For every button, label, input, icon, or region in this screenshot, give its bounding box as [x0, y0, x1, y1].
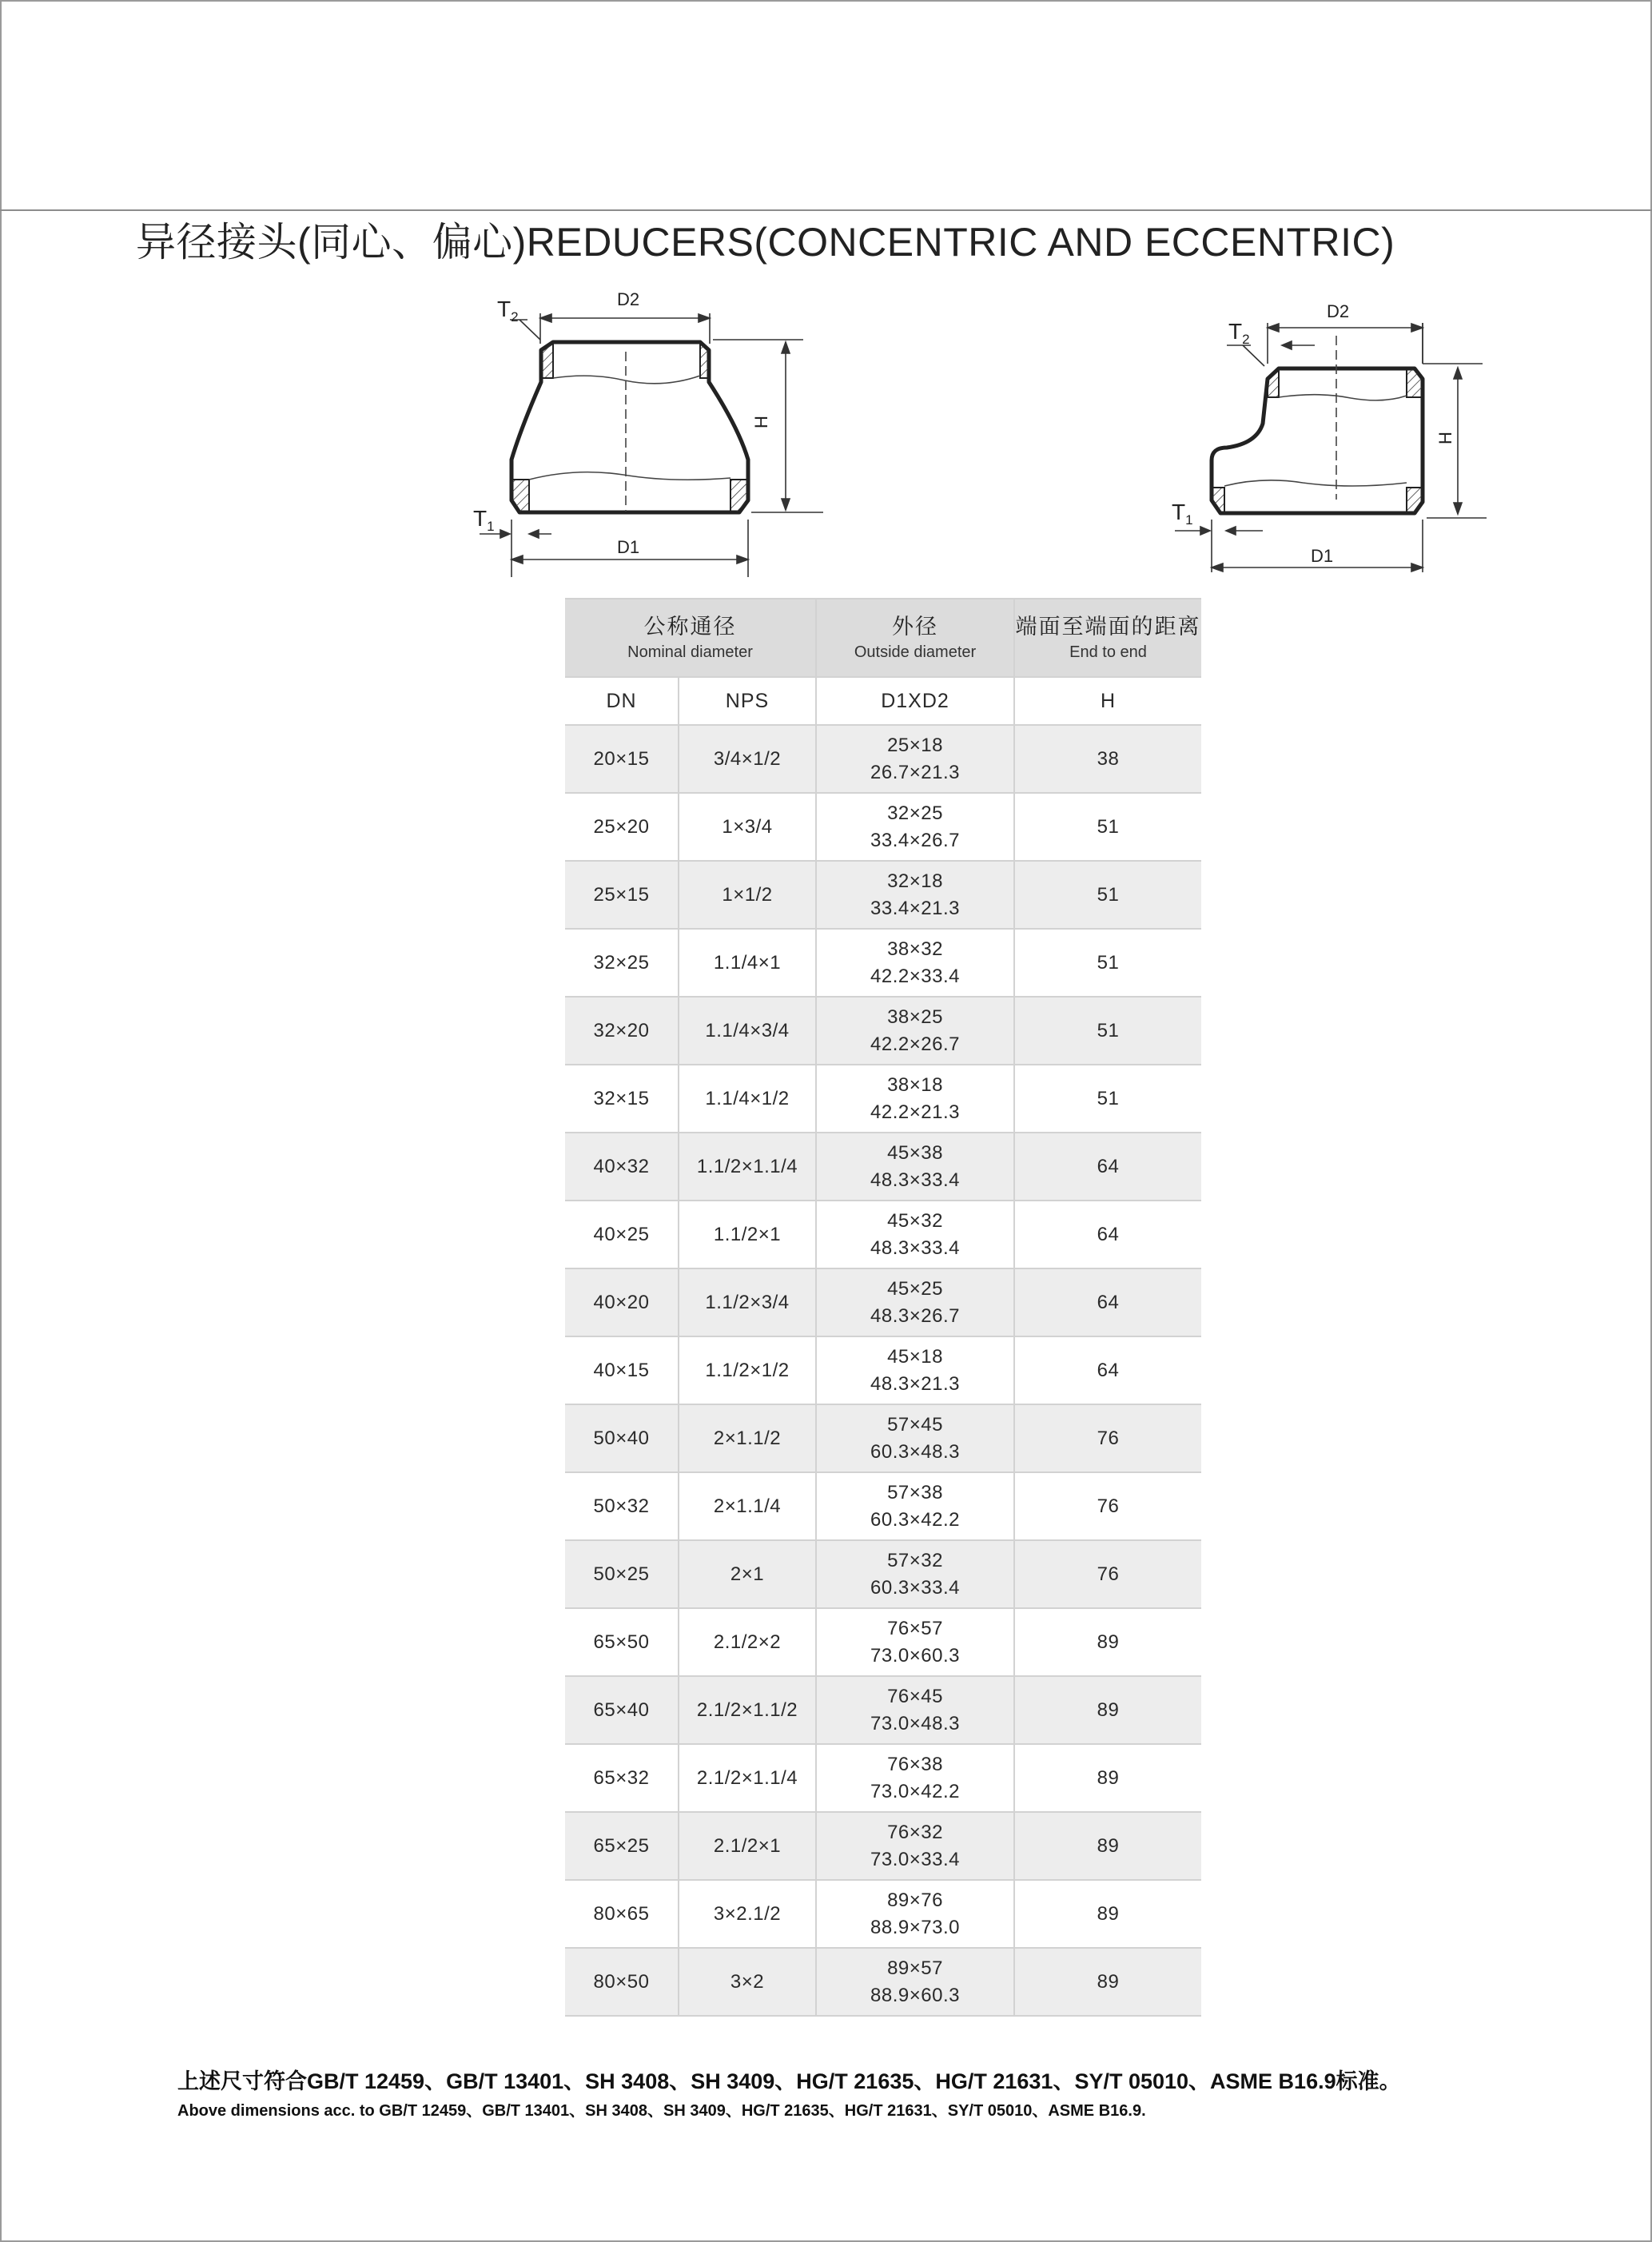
cell-od-line-1: 38×18 [887, 1073, 943, 1096]
cell-h: 76 [1014, 1472, 1201, 1540]
cell-outside-diameter [816, 1472, 1014, 1540]
header-end-to-end: 端面至端面的距离 End to end [1014, 599, 1201, 677]
cell-dn: 50×32 [565, 1472, 679, 1540]
cell-od-line-2: 33.4×21.3 [870, 897, 960, 919]
cell-nps: 3×2.1/2 [679, 1880, 816, 1948]
table-row [565, 1744, 1201, 1812]
cell-outside-diameter [816, 725, 1014, 793]
concentric-d2-label: D2 [617, 289, 640, 309]
cell-od-line-2: 42.2×33.4 [870, 965, 960, 987]
cell-h: 76 [1014, 1404, 1201, 1472]
table-row [565, 1201, 1201, 1268]
cell-od-line-2: 42.2×21.3 [870, 1101, 960, 1123]
cell-h: 64 [1014, 1201, 1201, 1268]
cell-od-line-2: 60.3×33.4 [870, 1576, 960, 1599]
cell-outside-diameter [816, 929, 1014, 997]
concentric-t2-label: $T_2$ [497, 297, 519, 325]
cell-outside-diameter [816, 1201, 1014, 1268]
table-row [565, 1065, 1201, 1133]
cell-dn: 40×32 [565, 1133, 679, 1201]
cell-od-line-2: 42.2×26.7 [870, 1033, 960, 1055]
eccentric-t2-label: $T_2$ [1228, 319, 1250, 347]
eccentric-t1-label: $T_1$ [1172, 500, 1193, 528]
cell-h: 64 [1014, 1336, 1201, 1404]
cell-dn: 32×15 [565, 1065, 679, 1133]
subheader-nps: NPS [679, 677, 816, 725]
subheader-od: D1XD2 [816, 677, 1014, 725]
cell-outside-diameter [816, 1948, 1014, 2016]
cell-od-line-1: 57×45 [887, 1413, 943, 1436]
eccentric-outline [1212, 368, 1423, 513]
cell-od-line-1: 38×32 [887, 938, 943, 960]
cell-dn: 65×40 [565, 1676, 679, 1744]
cell-h: 38 [1014, 725, 1201, 793]
eccentric-d1-label: D1 [1311, 546, 1334, 566]
cell-outside-diameter [816, 1608, 1014, 1676]
subheader-dn: DN [565, 677, 679, 725]
cell-dn: 25×20 [565, 793, 679, 861]
concentric-d1-label: D1 [617, 537, 640, 557]
cell-od-line-2: 33.4×26.7 [870, 829, 960, 851]
cell-od-line-1: 45×25 [887, 1277, 943, 1300]
cell-outside-diameter [816, 1268, 1014, 1336]
cell-od-line-1: 45×18 [887, 1345, 943, 1368]
cell-nps: 2×1.1/2 [679, 1404, 816, 1472]
cell-nps: 1.1/4×1/2 [679, 1065, 816, 1133]
cell-od-line-1: 76×57 [887, 1617, 943, 1639]
cell-dn: 65×50 [565, 1608, 679, 1676]
cell-od-line-1: 89×76 [887, 1889, 943, 1911]
cell-nps: 1.1/2×3/4 [679, 1268, 816, 1336]
cell-nps: 1.1/2×1/2 [679, 1336, 816, 1404]
cell-dn: 80×50 [565, 1948, 679, 2016]
table-row [565, 861, 1201, 929]
cell-nps: 1×1/2 [679, 861, 816, 929]
cell-od-line-2: 73.0×42.2 [870, 1780, 960, 1802]
table-body [565, 725, 1201, 2016]
table-row [565, 1540, 1201, 1608]
table-row [565, 793, 1201, 861]
cell-outside-diameter [816, 1676, 1014, 1744]
cell-outside-diameter [816, 997, 1014, 1065]
cell-od-line-1: 76×32 [887, 1821, 943, 1843]
eccentric-hatching [1212, 368, 1423, 513]
table-row [565, 1336, 1201, 1404]
footer-standards-en: Above dimensions acc. to GB/T 12459、GB/T 13401、SH 3408、SH 3409、HG/T 21635、HG/T 21631、SY/T 05010、ASME B16.9. [177, 2102, 1146, 2120]
cell-h: 64 [1014, 1268, 1201, 1336]
cell-outside-diameter [816, 1812, 1014, 1880]
cell-od-line-2: 60.3×48.3 [870, 1440, 960, 1463]
table-row [565, 725, 1201, 793]
table-row [565, 1404, 1201, 1472]
cell-nps: 1.1/2×1 [679, 1201, 816, 1268]
reducer-dimensions-table [565, 598, 1201, 2017]
cell-outside-diameter [816, 793, 1014, 861]
table-subheader-row [565, 677, 1201, 725]
cell-outside-diameter [816, 1065, 1014, 1133]
cell-outside-diameter [816, 1540, 1014, 1608]
table-row [565, 1948, 1201, 2016]
cell-outside-diameter [816, 1404, 1014, 1472]
cell-h: 51 [1014, 793, 1201, 861]
page-title: 异径接头(同心、偏心)REDUCERS(CONCENTRIC AND ECCENTRIC) [136, 220, 1395, 265]
cell-od-line-1: 57×38 [887, 1481, 943, 1503]
cell-od-line-2: 26.7×21.3 [870, 761, 960, 783]
table-row [565, 1472, 1201, 1540]
cell-dn: 80×65 [565, 1880, 679, 1948]
cell-od-line-2: 48.3×33.4 [870, 1169, 960, 1191]
cell-outside-diameter [816, 1133, 1014, 1201]
cell-dn: 50×40 [565, 1404, 679, 1472]
table-row [565, 1268, 1201, 1336]
cell-h: 89 [1014, 1812, 1201, 1880]
header-rule [0, 209, 1652, 211]
cell-nps: 2×1.1/4 [679, 1472, 816, 1540]
eccentric-break-lines [1224, 336, 1407, 500]
cell-nps: 3×2 [679, 1948, 816, 2016]
cell-dn: 40×25 [565, 1201, 679, 1268]
cell-od-line-2: 88.9×73.0 [870, 1916, 960, 1938]
cell-nps: 1.1/4×3/4 [679, 997, 816, 1065]
cell-h: 89 [1014, 1676, 1201, 1744]
cell-nps: 2.1/2×2 [679, 1608, 816, 1676]
subheader-h: H [1014, 677, 1201, 725]
cell-od-line-1: 38×25 [887, 1006, 943, 1028]
cell-dn: 65×32 [565, 1744, 679, 1812]
cell-nps: 2.1/2×1.1/2 [679, 1676, 816, 1744]
cell-h: 89 [1014, 1744, 1201, 1812]
eccentric-reducer-diagram [1163, 296, 1499, 583]
cell-dn: 50×25 [565, 1540, 679, 1608]
cell-dn: 40×20 [565, 1268, 679, 1336]
table-row [565, 1133, 1201, 1201]
table-row [565, 1812, 1201, 1880]
cell-od-line-1: 89×57 [887, 1957, 943, 1979]
cell-od-line-2: 48.3×26.7 [870, 1304, 960, 1327]
cell-od-line-1: 45×32 [887, 1209, 943, 1232]
eccentric-d2-label: D2 [1327, 301, 1350, 321]
header-nominal-diameter: 公称通径 Nominal diameter [565, 599, 816, 677]
cell-od-line-1: 32×18 [887, 870, 943, 892]
cell-h: 51 [1014, 1065, 1201, 1133]
cell-dn: 32×25 [565, 929, 679, 997]
cell-nps: 1.1/2×1.1/4 [679, 1133, 816, 1201]
cell-nps: 3/4×1/2 [679, 725, 816, 793]
cell-od-line-1: 76×38 [887, 1753, 943, 1775]
cell-outside-diameter [816, 1744, 1014, 1812]
eccentric-h-label: H [1435, 432, 1455, 444]
table-header-row [565, 599, 1201, 677]
table-row [565, 997, 1201, 1065]
cell-dn: 20×15 [565, 725, 679, 793]
cell-outside-diameter [816, 1880, 1014, 1948]
cell-dn: 32×20 [565, 997, 679, 1065]
cell-nps: 1.1/4×1 [679, 929, 816, 997]
cell-outside-diameter [816, 1336, 1014, 1404]
table-row [565, 929, 1201, 997]
cell-h: 51 [1014, 861, 1201, 929]
cell-dn: 25×15 [565, 861, 679, 929]
concentric-reducer-diagram [456, 280, 831, 583]
table-row [565, 1880, 1201, 1948]
cell-nps: 1×3/4 [679, 793, 816, 861]
table-row [565, 1608, 1201, 1676]
cell-od-line-2: 60.3×42.2 [870, 1508, 960, 1531]
cell-h: 89 [1014, 1880, 1201, 1948]
concentric-dimension-lines [480, 313, 823, 577]
cell-od-line-1: 57×32 [887, 1549, 943, 1571]
concentric-t1-label: $T_1$ [473, 506, 495, 534]
concentric-h-label: H [751, 416, 771, 428]
cell-h: 51 [1014, 929, 1201, 997]
footer-standards-zh: 上述尺寸符合GB/T 12459、GB/T 13401、SH 3408、SH 3409、HG/T 21635、HG/T 21631、SY/T 05010、ASME B16.9标准。 [177, 2069, 1401, 2093]
cell-od-line-1: 32×25 [887, 802, 943, 824]
cell-od-line-1: 76×45 [887, 1685, 943, 1707]
cell-dn: 65×25 [565, 1812, 679, 1880]
cell-od-line-2: 48.3×21.3 [870, 1372, 960, 1395]
cell-h: 76 [1014, 1540, 1201, 1608]
header-outside-diameter: 外径 Outside diameter [816, 599, 1014, 677]
cell-od-line-1: 25×18 [887, 734, 943, 756]
cell-dn: 40×15 [565, 1336, 679, 1404]
cell-od-line-1: 45×38 [887, 1141, 943, 1164]
table-row [565, 1676, 1201, 1744]
cell-h: 89 [1014, 1608, 1201, 1676]
cell-h: 89 [1014, 1948, 1201, 2016]
cell-outside-diameter [816, 861, 1014, 929]
cell-od-line-2: 73.0×48.3 [870, 1712, 960, 1734]
cell-nps: 2×1 [679, 1540, 816, 1608]
cell-nps: 2.1/2×1 [679, 1812, 816, 1880]
cell-od-line-2: 73.0×60.3 [870, 1644, 960, 1667]
cell-od-line-2: 73.0×33.4 [870, 1848, 960, 1870]
concentric-hatching [512, 342, 748, 512]
cell-od-line-2: 48.3×33.4 [870, 1236, 960, 1259]
cell-od-line-2: 88.9×60.3 [870, 1984, 960, 2006]
cell-h: 51 [1014, 997, 1201, 1065]
cell-h: 64 [1014, 1133, 1201, 1201]
cell-nps: 2.1/2×1.1/4 [679, 1744, 816, 1812]
